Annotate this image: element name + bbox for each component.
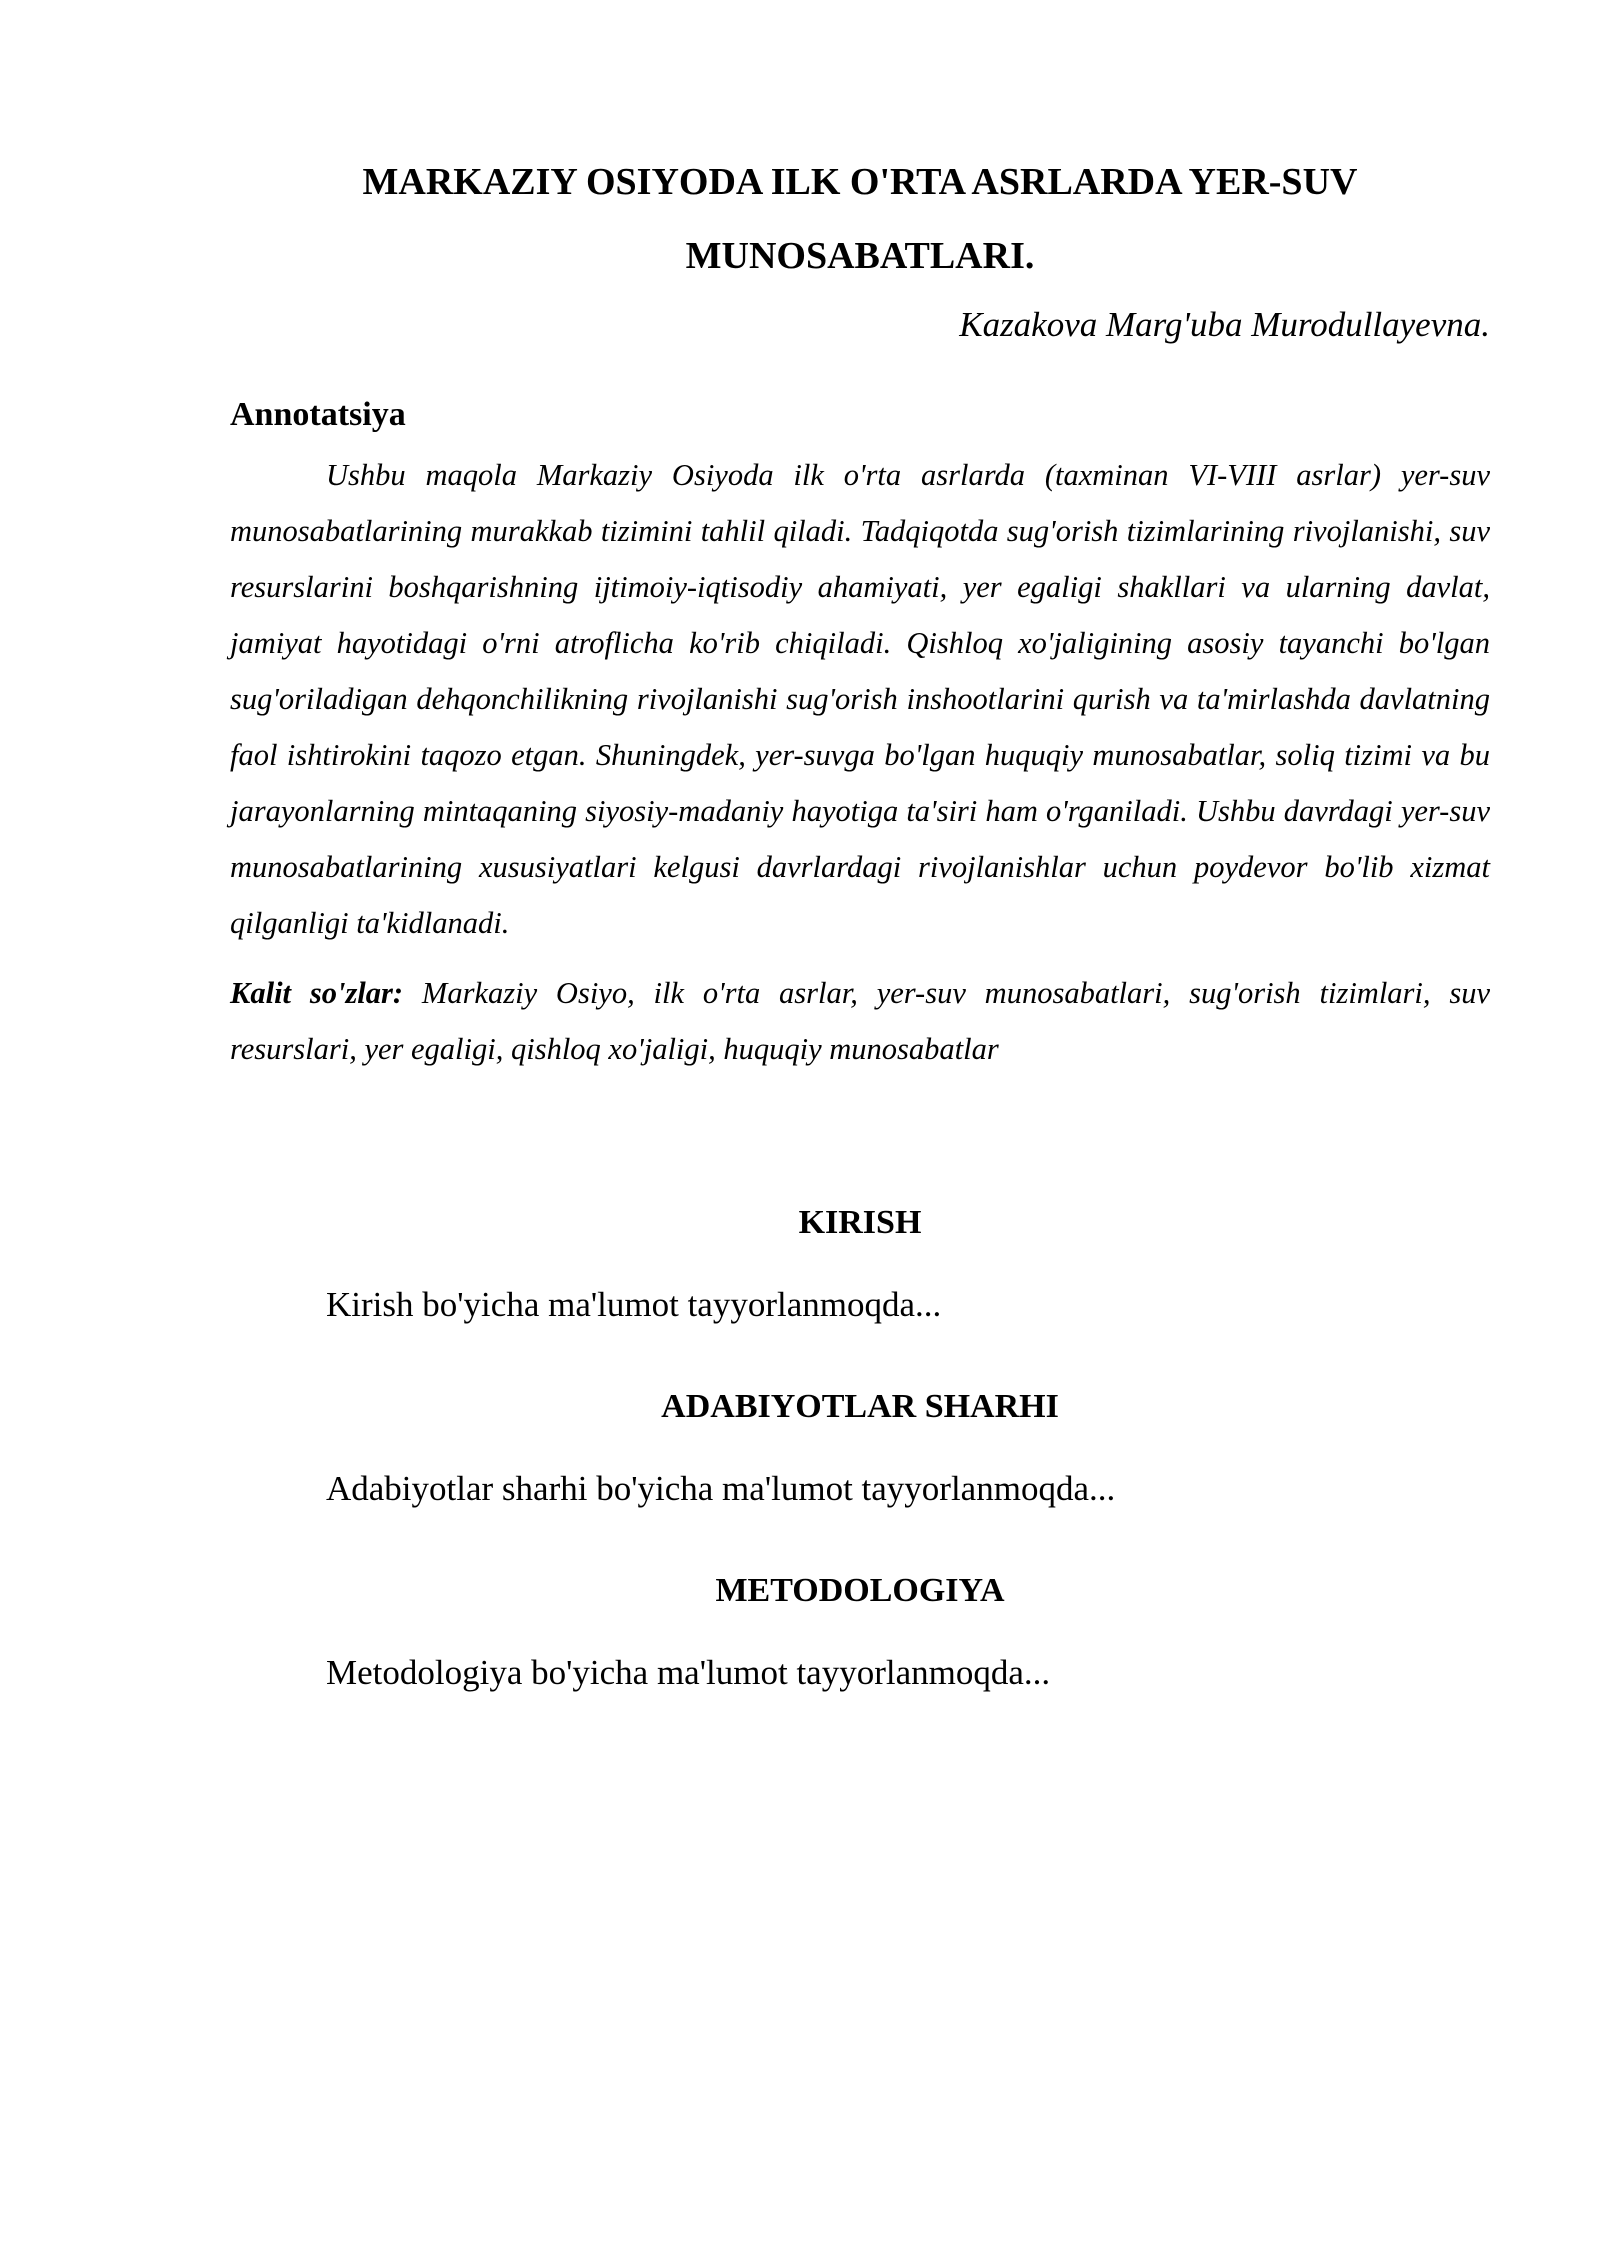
article-title: MARKAZIY OSIYODA ILK O'RTA ASRLARDA YER-SUV MUNOSABATLARI. <box>362 161 1358 277</box>
section-heading-metodologiya: METODOLOGIYA <box>715 1572 1005 1609</box>
author-name: Kazakova Marg'uba Murodullayevna. <box>959 305 1490 344</box>
keywords-label: Kalit so'zlar: <box>230 976 404 1010</box>
section-body-kirish: Kirish bo'yicha ma'lumot tayyorlanmoqda... <box>326 1285 942 1324</box>
section-body-adabiyotlar-sharhi: Adabiyotlar sharhi bo'yicha ma'lumot tayyorlanmoqda... <box>326 1469 1116 1508</box>
annotation-heading: Annotatsiya <box>230 396 406 433</box>
keywords-paragraph <box>230 965 1490 1077</box>
keywords-list: Markaziy Osiyo, ilk o'rta asrlar, yer-suv munosabatlari, sug'orish tizimlari, suv resurslari, yer egaligi, qishloq xo'jaligi, huquqiy munosabatlar <box>230 976 1491 1066</box>
document-page <box>230 0 1490 1697</box>
section-heading-adabiyotlar-sharhi: ADABIYOTLAR SHARHI <box>661 1388 1059 1425</box>
abstract-paragraph: Ushbu maqola Markaziy Osiyoda ilk o'rta asrlarda (taxminan VI-VIII asrlar) yer-suv munosabatlarining murakkab tizimini tahlil qiladi. Tadqiqotda sug'orish tizimlarining rivojlanishi, suv resurslarini boshqarishning ijtimoiy-iqtisodiy ahamiyati, yer egaligi shakllari va ularning davlat, jamiyat hayotidagi o'rni atroflicha ko'rib chiqiladi. Qishloq xo'jaligining asosiy tayanchi bo'lgan sug'oriladigan dehqonchilikning rivojlanishi sug'orish inshootlarini qurish va ta'mirlashda davlatning faol ishtirokini taqozo etgan. Shuningdek, yer-suvga bo'lgan huquqiy munosabatlar, soliq tizimi va bu jarayonlarning mintaqaning siyosiy-madaniy hayotiga ta'siri ham o'rganiladi. Ushbu davrdagi yer-suv munosabatlarining xususiyatlari kelgusi davrlardagi rivojlanishlar uchun poydevor bo'lib xizmat qilganligi ta'kidlanadi. <box>230 458 1490 940</box>
section-heading-kirish: KIRISH <box>798 1204 922 1241</box>
section-body-metodologiya: Metodologiya bo'yicha ma'lumot tayyorlanmoqda... <box>326 1653 1051 1692</box>
